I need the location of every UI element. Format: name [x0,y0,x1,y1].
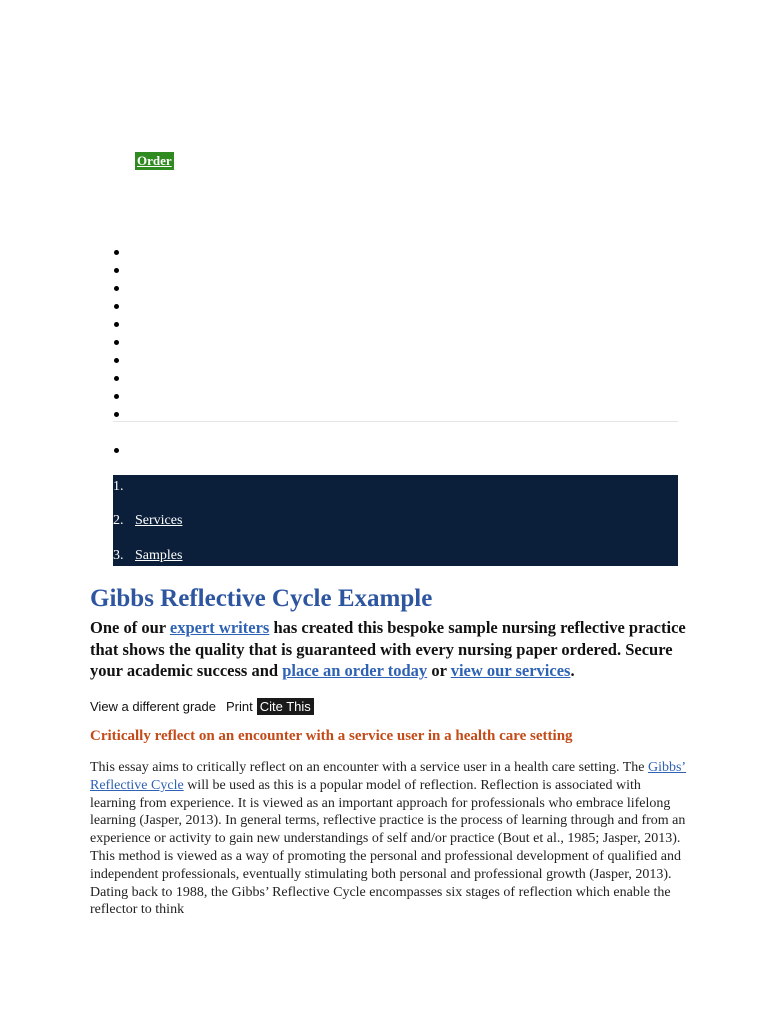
gibbs-cycle-link[interactable]: Gibbs’ Reflective Cycle [90,760,687,793]
breadcrumb-item-services[interactable] [113,513,182,529]
page-title: Gibbs Reflective Cycle Example [90,585,433,612]
expert-writers-link[interactable]: expert writers [169,618,270,637]
intro-paragraph [90,617,690,682]
intro-text: One of our [90,618,170,637]
breadcrumb-number: 2. [113,513,124,528]
divider [113,421,678,422]
breadcrumb [113,475,678,566]
print-button[interactable]: Print [226,699,253,714]
intro-text: has created this bespoke sample nursing reflective practice that shows the quality that is guaranteed with every nursing paper ordered. Secure your academic success and [90,618,686,680]
order-button[interactable]: Order [137,153,172,168]
intro-text: or [427,661,451,680]
breadcrumb-link[interactable]: Services [135,513,183,528]
essay-question-heading: Critically reflect on an encounter with a service user in a health care setting [90,728,573,744]
cite-this-button[interactable]: Cite This [257,698,314,715]
breadcrumb-number: 3. [113,548,124,563]
essay-text: This essay aims to critically reflect on an encounter with a service user in a health care setting. The [90,760,648,775]
essay-paragraph [90,759,690,919]
breadcrumb-link[interactable]: Samples [135,548,183,563]
view-services-link[interactable]: view our services [450,661,571,680]
intro-text: . [570,661,575,680]
breadcrumb-item-samples[interactable] [113,548,182,564]
view-grade-button[interactable]: View a different grade [90,699,216,714]
essay-text: will be used as this is a popular model of reflection. Reflection is associated with learning from experience. It is viewed as an important approach for professionals who embrace lifelong learning (Jasper, 2013). In general terms, reflective practice is the process of learning through and from an experience or activity to gain new understandings of self and/or practice (Bout et al., 1985; Jasper, 2013). This method is viewed as a way of promoting the personal and professional development of qualified and independent professionals, eventually stimulating both personal and professional growth (Jasper, 2013). Dating back to 1988, the Gibbs’ Reflective Cycle encompasses six stages of reflection which enable the reflector to think [90,777,686,918]
breadcrumb-item-home[interactable] [113,479,135,495]
essay-toolbar [90,698,314,715]
place-order-link[interactable]: place an order today [282,661,428,680]
breadcrumb-number: 1. [113,479,124,494]
